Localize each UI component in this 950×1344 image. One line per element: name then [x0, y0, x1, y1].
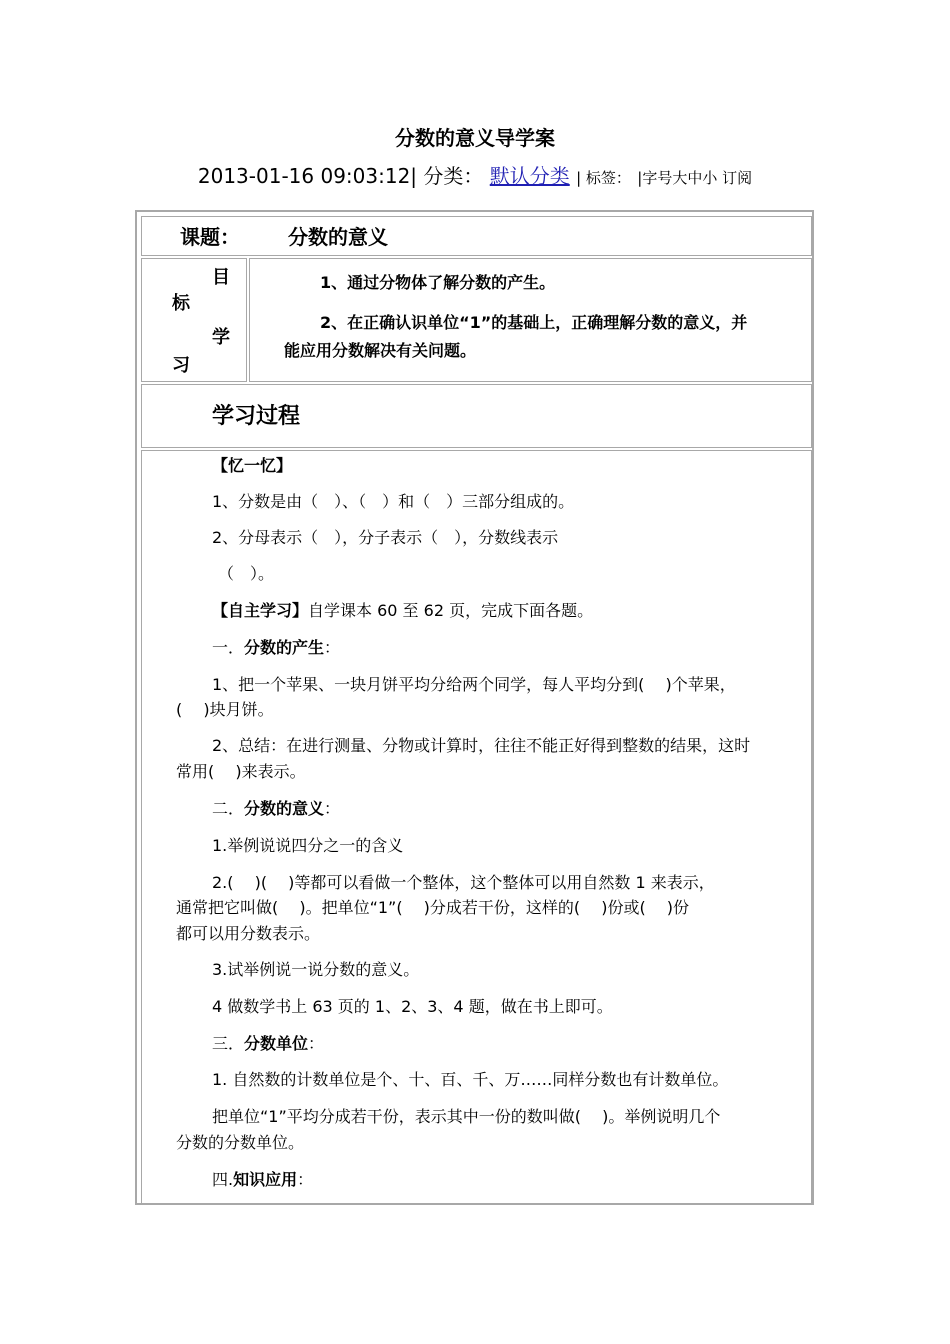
paragraph: 通常把它叫做( )。把单位“1”( )分成若干份，这样的( )份或( )份 [176, 898, 690, 917]
topic-row [141, 216, 812, 256]
goal-item: 2、在正确认识单位“1”的基础上，正确理解分数的意义，并 [320, 313, 748, 332]
section-number: 二． [212, 799, 245, 818]
paragraph: 4 做数学书上 63 页的 1、2、3、4 题，做在书上即可。 [212, 997, 613, 1016]
goal-item: 1、通过分物体了解分数的产生。 [320, 273, 556, 292]
paragraph: 分数的分数单位。 [176, 1133, 305, 1152]
goal-label-char: 标 [172, 293, 190, 314]
topic-label: 课题： [180, 225, 240, 249]
paragraph: 1.举例说说四分之一的含义 [212, 836, 404, 855]
section-heading [212, 794, 340, 824]
section-colon: ： [297, 1170, 314, 1189]
category-link[interactable]: 默认分类 [489, 164, 570, 188]
section-heading [212, 1029, 324, 1059]
section-heading [212, 633, 340, 663]
section-colon: ： [308, 1034, 325, 1053]
goal-label-char: 学 [212, 327, 230, 348]
lesson-table [135, 210, 814, 1205]
section-title: 分数单位 [244, 1034, 309, 1053]
paragraph: 常用( )来表示。 [176, 762, 306, 781]
section-colon: ： [324, 799, 341, 818]
font-size-subscribe-links[interactable]: |字号大中小 订阅 [637, 169, 753, 187]
process-header-row [141, 384, 812, 448]
paragraph: 3.试举例说一说分数的意义。 [212, 960, 420, 979]
paragraph: 2、总结：在进行测量、分物或计算时，往往不能正好得到整数的结果，这时 [212, 736, 751, 755]
self-study-text: 自学课本 60 至 62 页，完成下面各题。 [308, 601, 594, 620]
section-colon: ： [324, 638, 341, 657]
goal-item-continued: 能应用分数解决有关问题。 [284, 341, 477, 360]
goal-label-char: 目 [212, 267, 230, 288]
post-meta [0, 160, 950, 189]
paragraph: 1、分数是由（ ）、（ ）和（ ）三部分组成的。 [212, 492, 575, 511]
section-title: 分数的意义 [244, 799, 325, 818]
section-number: 三． [212, 1034, 245, 1053]
paragraph: ( )块月饼。 [176, 700, 274, 719]
section-heading [212, 1165, 313, 1195]
paragraph: 1. 自然数的计数单位是个、十、百、千、万……同样分数也有计数单位。 [212, 1070, 729, 1089]
section-title: 分数的产生 [244, 638, 325, 657]
paragraph: 2.( )( )等都可以看做一个整体，这个整体可以用自然数 1 来表示， [212, 873, 715, 892]
document-title: 分数的意义导学案 [395, 126, 555, 150]
category-label: 分类： [423, 164, 484, 188]
self-study-heading: 【自主学习】 [212, 601, 309, 620]
section-number: 一． [212, 638, 245, 657]
paragraph: 1、把一个苹果、一块月饼平均分给两个同学，每人平均分到( )个苹果， [212, 675, 736, 694]
process-title: 学习过程 [212, 404, 301, 429]
goal-label-cell [141, 258, 247, 382]
post-datetime: 2013-01-16 09:03:12| [197, 164, 418, 188]
topic-value: 分数的意义 [288, 225, 388, 249]
recall-heading: 【忆一忆】 [212, 456, 293, 475]
section-title: 知识应用 [233, 1170, 298, 1189]
goal-content-cell [249, 258, 812, 382]
tags-label: | 标签： [576, 169, 631, 187]
goal-label-char: 习 [172, 355, 190, 376]
section-number: 四. [212, 1170, 234, 1189]
self-study-line [212, 596, 593, 626]
paragraph: （ ）。 [218, 564, 275, 583]
paragraph: 2、分母表示（ ），分子表示（ ），分数线表示 [212, 528, 559, 547]
process-content-cell [141, 450, 812, 1203]
paragraph: 把单位“1”平均分成若干份，表示其中一份的数叫做( )。举例说明几个 [212, 1107, 721, 1126]
paragraph: 都可以用分数表示。 [176, 924, 321, 943]
